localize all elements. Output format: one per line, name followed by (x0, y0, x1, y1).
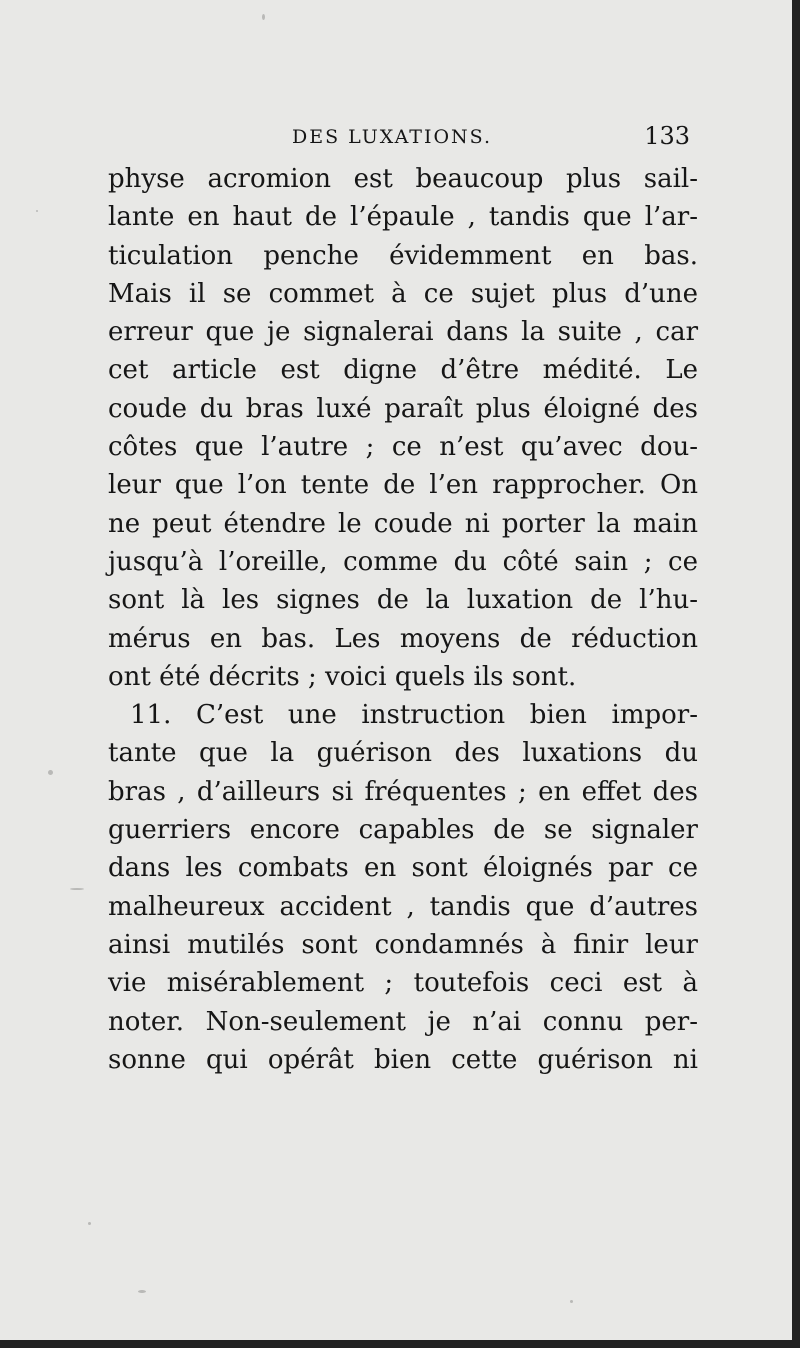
body-text (108, 160, 698, 1079)
paper-speck (88, 1222, 91, 1225)
text-line: ainsi mutilés sont condamnés à finir leur (108, 929, 698, 960)
paper-speck (262, 14, 265, 20)
text-line: sont là les signes de la luxation de l’hu- (108, 585, 698, 616)
text-line: cet article est digne d’être médité. Le (108, 355, 698, 386)
running-title: DES LUXATIONS. (292, 126, 493, 148)
text-line: dans les combats en sont éloignés par ce (108, 853, 698, 884)
paper-speck (48, 770, 53, 775)
page-header (290, 122, 690, 152)
text-line: sonne qui opérât bien cette guérison ni (108, 1044, 698, 1075)
paper-speck (70, 888, 84, 890)
text-line: coude du bras luxé paraît plus éloigné des (108, 393, 698, 424)
paragraph (108, 160, 698, 696)
text-line: Mais il se commet à ce sujet plus d’une (108, 278, 698, 309)
text-line: malheureux accident , tandis que d’autres (108, 891, 698, 922)
text-line: vie misérablement ; toutefois ceci est à (108, 968, 698, 999)
paragraph (108, 696, 698, 1079)
paper-speck (36, 210, 38, 212)
text-line: lante en haut de l’épaule , tandis que l’ar- (108, 202, 698, 233)
text-line: côtes que l’autre ; ce n’est qu’avec dou- (108, 432, 698, 463)
text-line: guerriers encore capables de se signaler (108, 815, 698, 846)
page-number: 133 (644, 122, 690, 150)
paper-speck (570, 1300, 573, 1303)
text-line: bras , d’ailleurs si fréquentes ; en effet des (108, 776, 698, 807)
text-line: ticulation penche évidemment en bas. (108, 240, 698, 271)
text-line: erreur que je signalerai dans la suite , car (108, 317, 698, 348)
text-line: ont été décrits ; voici quels ils sont. (108, 661, 577, 692)
text-line: tante que la guérison des luxations du (108, 738, 698, 769)
text-line: jusqu’à l’oreille, comme du côté sain ; ce (108, 546, 698, 577)
text-line: mérus en bas. Les moyens de réduction (108, 623, 698, 654)
text-line: noter. Non-seulement je n’ai connu per- (108, 1006, 698, 1037)
text-line: ne peut étendre le coude ni porter la main (108, 508, 698, 539)
text-line: physe acromion est beaucoup plus sail- (108, 164, 698, 194)
paper-speck (138, 1290, 146, 1293)
text-line: 11. C’est une instruction bien impor- (130, 700, 698, 731)
text-line: leur que l’on tente de l’en rapprocher. On (108, 470, 698, 501)
